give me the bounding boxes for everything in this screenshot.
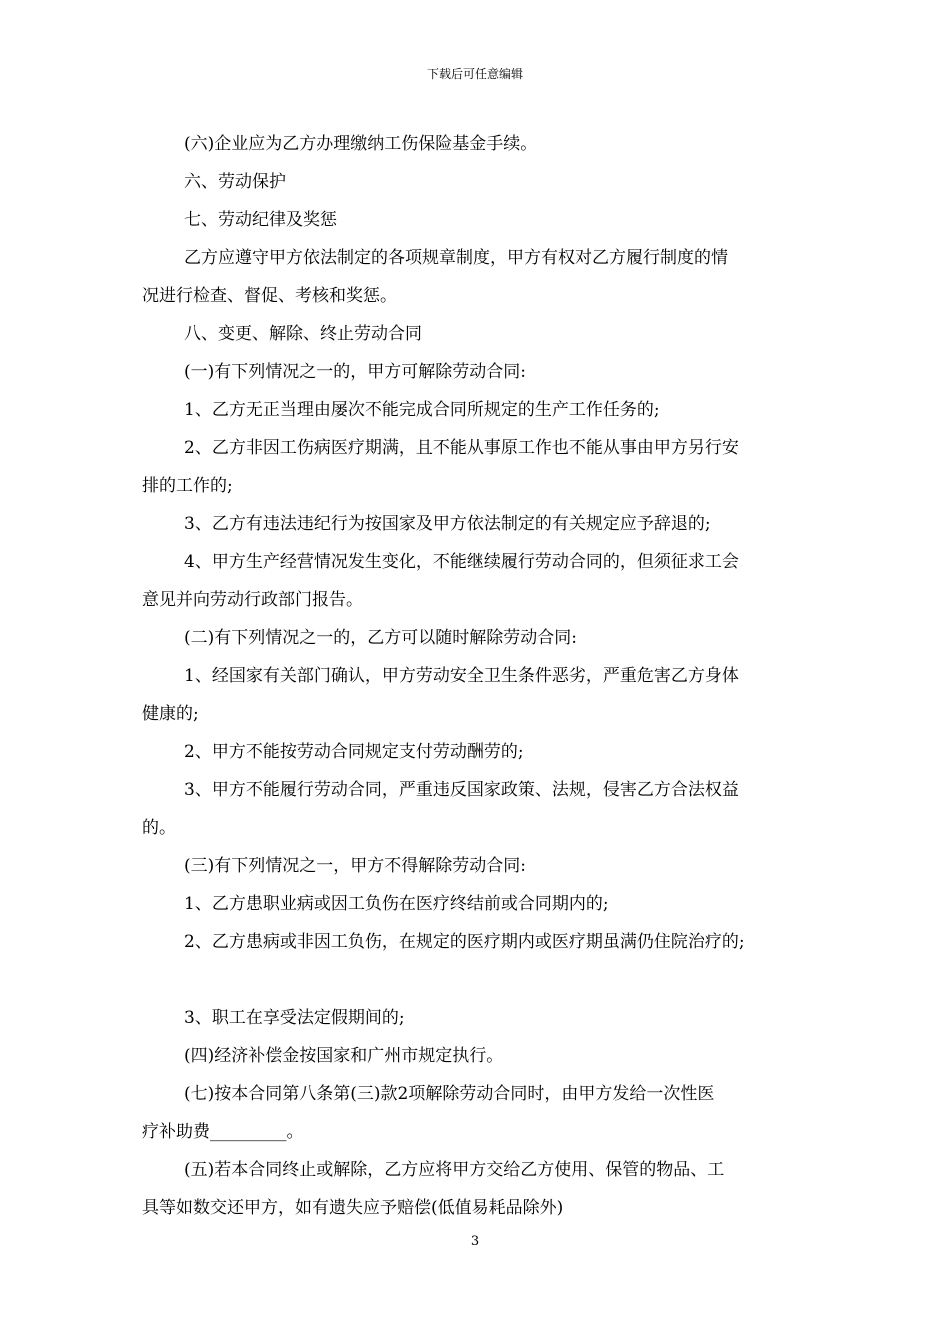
paragraph-line: 六、劳动保护 <box>184 172 286 192</box>
paragraph-line: (一)有下列情况之一的，甲方可解除劳动合同: <box>184 362 526 382</box>
page-header: 下载后可任意编辑 <box>426 67 523 81</box>
paragraph-line: 的。 <box>142 818 176 838</box>
paragraph-line: (六)企业应为乙方办理缴纳工伤保险基金手续。 <box>184 134 538 154</box>
paragraph-line: 八、变更、解除、终止劳动合同 <box>184 324 422 344</box>
paragraph-line: 2、乙方患病或非因工负伤，在规定的医疗期内或医疗期虽满仍住院治疗的; <box>184 932 745 952</box>
paragraph-line: (三)有下列情况之一，甲方不得解除劳动合同: <box>184 856 526 876</box>
paragraph-line: 意见并向劳动行政部门报告。 <box>142 590 363 610</box>
paragraph-line: 具等如数交还甲方，如有遗失应予赔偿(低值易耗品除外) <box>142 1198 564 1218</box>
blank-line <box>142 961 818 999</box>
paragraph-line: 2、甲方不能按劳动合同规定支付劳动酬劳的; <box>184 742 524 762</box>
paragraph-line: (二)有下列情况之一的，乙方可以随时解除劳动合同: <box>184 628 577 648</box>
paragraph-line: (七)按本合同第八条第(三)款2项解除劳动合同时，由甲方发给一次性医 <box>184 1084 715 1104</box>
paragraph-line: 3、甲方不能履行劳动合同，严重违反国家政策、法规，侵害乙方合法权益 <box>184 780 739 800</box>
paragraph-line: 七、劳动纪律及奖惩 <box>184 210 337 230</box>
paragraph-line: 1、经国家有关部门确认，甲方劳动安全卫生条件恶劣，严重危害乙方身体 <box>184 666 739 686</box>
paragraph-line: (五)若本合同终止或解除，乙方应将甲方交给乙方使用、保管的物品、工 <box>184 1160 725 1180</box>
page-number: 3 <box>470 1234 480 1249</box>
paragraph-line: 乙方应遵守甲方依法制定的各项规章制度，甲方有权对乙方履行制度的情 <box>184 248 728 268</box>
paragraph-line: 排的工作的; <box>142 476 233 496</box>
paragraph-line: 1、乙方患职业病或因工负伤在医疗终结前或合同期内的; <box>184 894 609 914</box>
paragraph-line: 3、职工在享受法定假期间的; <box>184 1008 405 1028</box>
paragraph-line: 疗补助费_________。 <box>142 1122 304 1142</box>
paragraph-line: 健康的; <box>142 704 199 724</box>
paragraph-line: 况进行检查、督促、考核和奖惩。 <box>142 286 397 306</box>
paragraph-line: 3、乙方有违法违纪行为按国家及甲方依法制定的有关规定应予辞退的; <box>184 514 711 534</box>
paragraph-line: 4、甲方生产经营情况发生变化，不能继续履行劳动合同的，但须征求工会 <box>184 552 739 572</box>
document-body <box>142 125 818 1227</box>
paragraph-line: 2、乙方非因工伤病医疗期满，且不能从事原工作也不能从事由甲方另行安 <box>184 438 739 458</box>
paragraph-line: (四)经济补偿金按国家和广州市规定执行。 <box>184 1046 504 1066</box>
paragraph-line: 1、乙方无正当理由屡次不能完成合同所规定的生产工作任务的; <box>184 400 660 420</box>
